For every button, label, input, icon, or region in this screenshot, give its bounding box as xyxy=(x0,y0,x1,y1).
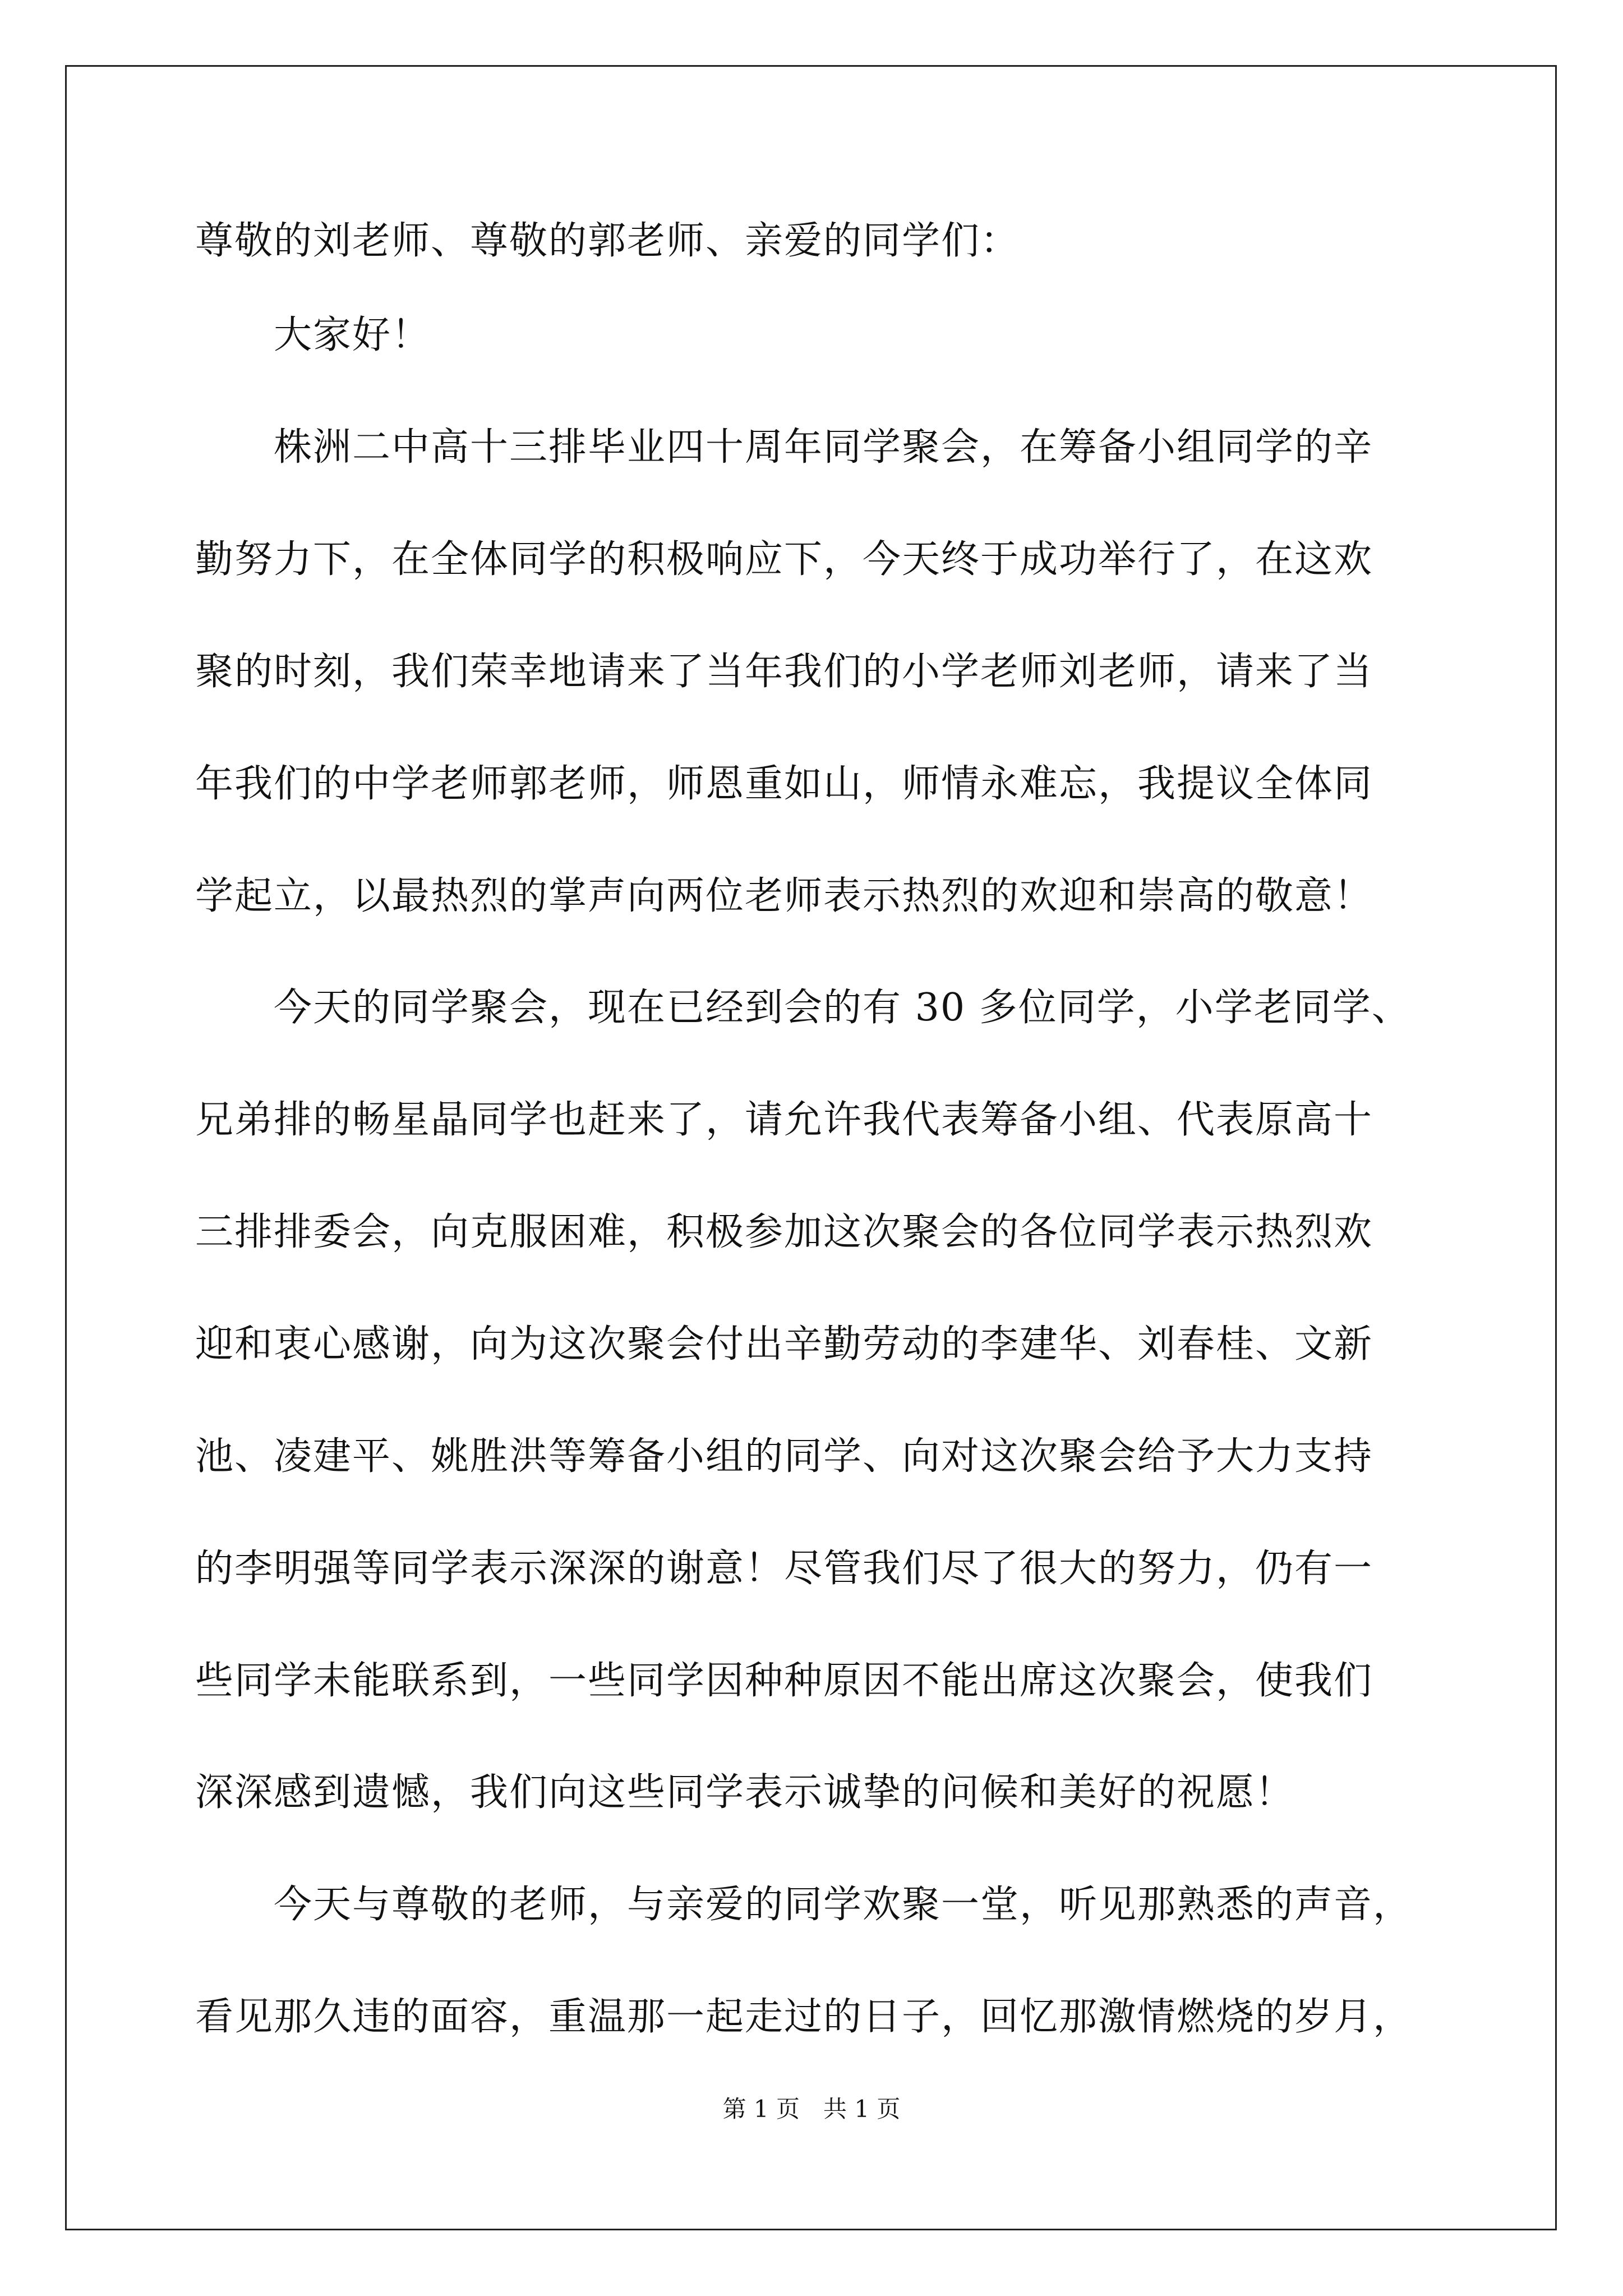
text-line: 今天的同学聚会，现在已经到会的有 30 多位同学，小学老同学、 xyxy=(195,986,1411,1030)
page-number-footer: 第 1 页 共 1 页 xyxy=(722,2095,901,2123)
text-line: 聚的时刻，我们荣幸地请来了当年我们的小学老师刘老师，请来了当 xyxy=(195,650,1373,694)
text-line: 尊敬的刘老师、尊敬的郭老师、亲爱的同学们： xyxy=(195,219,1020,263)
text-line: 今天与尊敬的老师，与亲爱的同学欢聚一堂，听见那熟悉的声音， xyxy=(195,1883,1413,1927)
text-line: 勤努力下，在全体同学的积极响应下，今天终于成功举行了，在这欢 xyxy=(195,537,1373,582)
text-line: 些同学未能联系到，一些同学因种种原因不能出席这次聚会，使我们 xyxy=(195,1659,1373,1703)
text-line: 池、凌建平、姚胜洪等筹备小组的同学、向对这次聚会给予大力支持 xyxy=(195,1434,1373,1479)
text-line: 看见那久违的面容，重温那一起走过的日子，回忆那激情燃烧的岁月， xyxy=(195,1995,1413,2039)
text-line: 年我们的中学老师郭老师，师恩重如山，师情永难忘，我提议全体同 xyxy=(195,762,1373,806)
text-line: 深深感到遗憾，我们向这些同学表示诚挚的问候和美好的祝愿！ xyxy=(195,1770,1295,1815)
text-line: 大家好！ xyxy=(195,313,431,357)
text-line: 兄弟排的畅星晶同学也赶来了，请允许我代表筹备小组、代表原高十 xyxy=(195,1098,1373,1142)
text-line: 三排排委会，向克服困难，积极参加这次聚会的各位同学表示热烈欢 xyxy=(195,1210,1373,1254)
text-line: 株洲二中高十三排毕业四十周年同学聚会，在筹备小组同学的辛 xyxy=(195,425,1373,470)
text-line: 学起立，以最热烈的掌声向两位老师表示热烈的欢迎和崇高的敬意！ xyxy=(195,874,1373,918)
text-line: 的李明强等同学表示深深的谢意！尽管我们尽了很大的努力，仍有一 xyxy=(195,1547,1373,1591)
text-line: 迎和衷心感谢，向为这次聚会付出辛勤劳动的李建华、刘春桂、文新 xyxy=(195,1322,1373,1366)
